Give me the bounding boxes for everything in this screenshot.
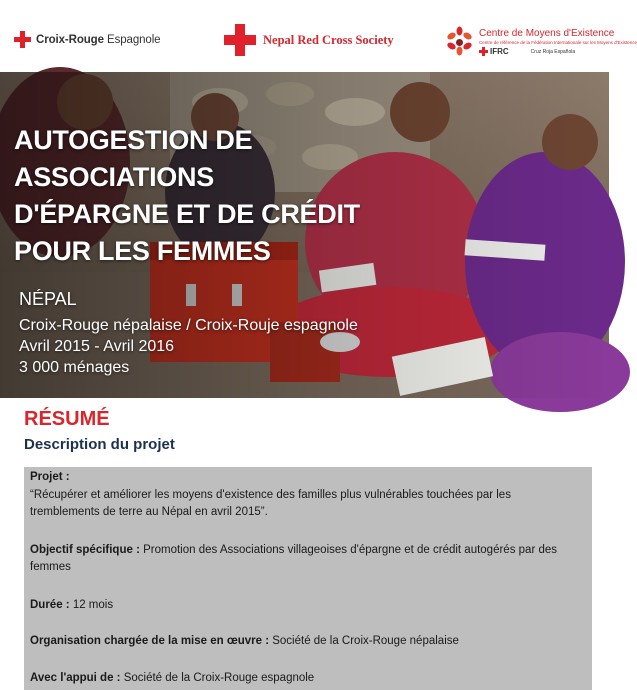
objectif-paragraph: Objectif spécifique : Promotion des Associations villageoises d'épargne et de crédit autogérés par des femmes (30, 544, 558, 573)
nepal-red-cross-name: Nepal Red Cross Society (263, 32, 394, 47)
flower-icon (444, 26, 476, 58)
livelihoods-centre-logo (444, 26, 637, 58)
title-line: ASSOCIATIONS (14, 162, 214, 192)
title-line: AUTOGESTION DE (14, 125, 253, 155)
project-description-heading: Description du projet (24, 436, 175, 453)
project-description-box (24, 467, 592, 690)
nepal-red-cross-logo (224, 24, 394, 56)
spanish-red-cross-logo (14, 31, 160, 48)
cruz-roja-label: Cruz Roja Española (530, 48, 576, 55)
hero-text (0, 72, 609, 398)
households: 3 000 ménages (19, 359, 130, 376)
spanish-red-cross-name: Croix-Rouge Espagnole (36, 33, 161, 46)
red-cross-icon (14, 31, 31, 48)
title-line: POUR LES FEMMES (14, 236, 271, 266)
hero-photo (0, 72, 609, 398)
report-title (14, 122, 360, 270)
country: NÉPAL (19, 289, 77, 309)
livelihoods-centre-title: Centre de Moyens d'Existence (479, 28, 615, 39)
projet-text: “Récupérer et améliorer les moyens d'existence des familles plus vulnérables touchées par les tremblements de terre au Népal en avril 2015”. (30, 489, 511, 518)
livelihoods-centre-subtitle: Centre de référence de la Fédération Internationale sur les Moyens d'Existence (479, 40, 637, 45)
title-line: D'ÉPARGNE ET DE CRÉDIT (14, 199, 360, 229)
red-cross-icon (479, 47, 488, 56)
partners: Croix-Rouge népalaise / Croix-Rouje espagnole (19, 317, 358, 334)
logo-bar (0, 0, 637, 72)
duree-paragraph: Durée : 12 mois (30, 599, 114, 611)
summary-heading: RÉSUMÉ (24, 408, 110, 430)
red-cross-icon (224, 24, 256, 56)
appui-paragraph: Avec l'appui de : Société de la Croix-Rouge espagnole (30, 672, 315, 684)
organisation-paragraph: Organisation chargée de la mise en œuvre : Société de la Croix-Rouge népalaise (30, 635, 459, 647)
project-facts (19, 287, 358, 378)
period: Avril 2015 - Avril 2016 (19, 338, 175, 355)
projet-label-line: Projet : (30, 471, 70, 483)
ifrc-label: IFRC (490, 47, 509, 56)
